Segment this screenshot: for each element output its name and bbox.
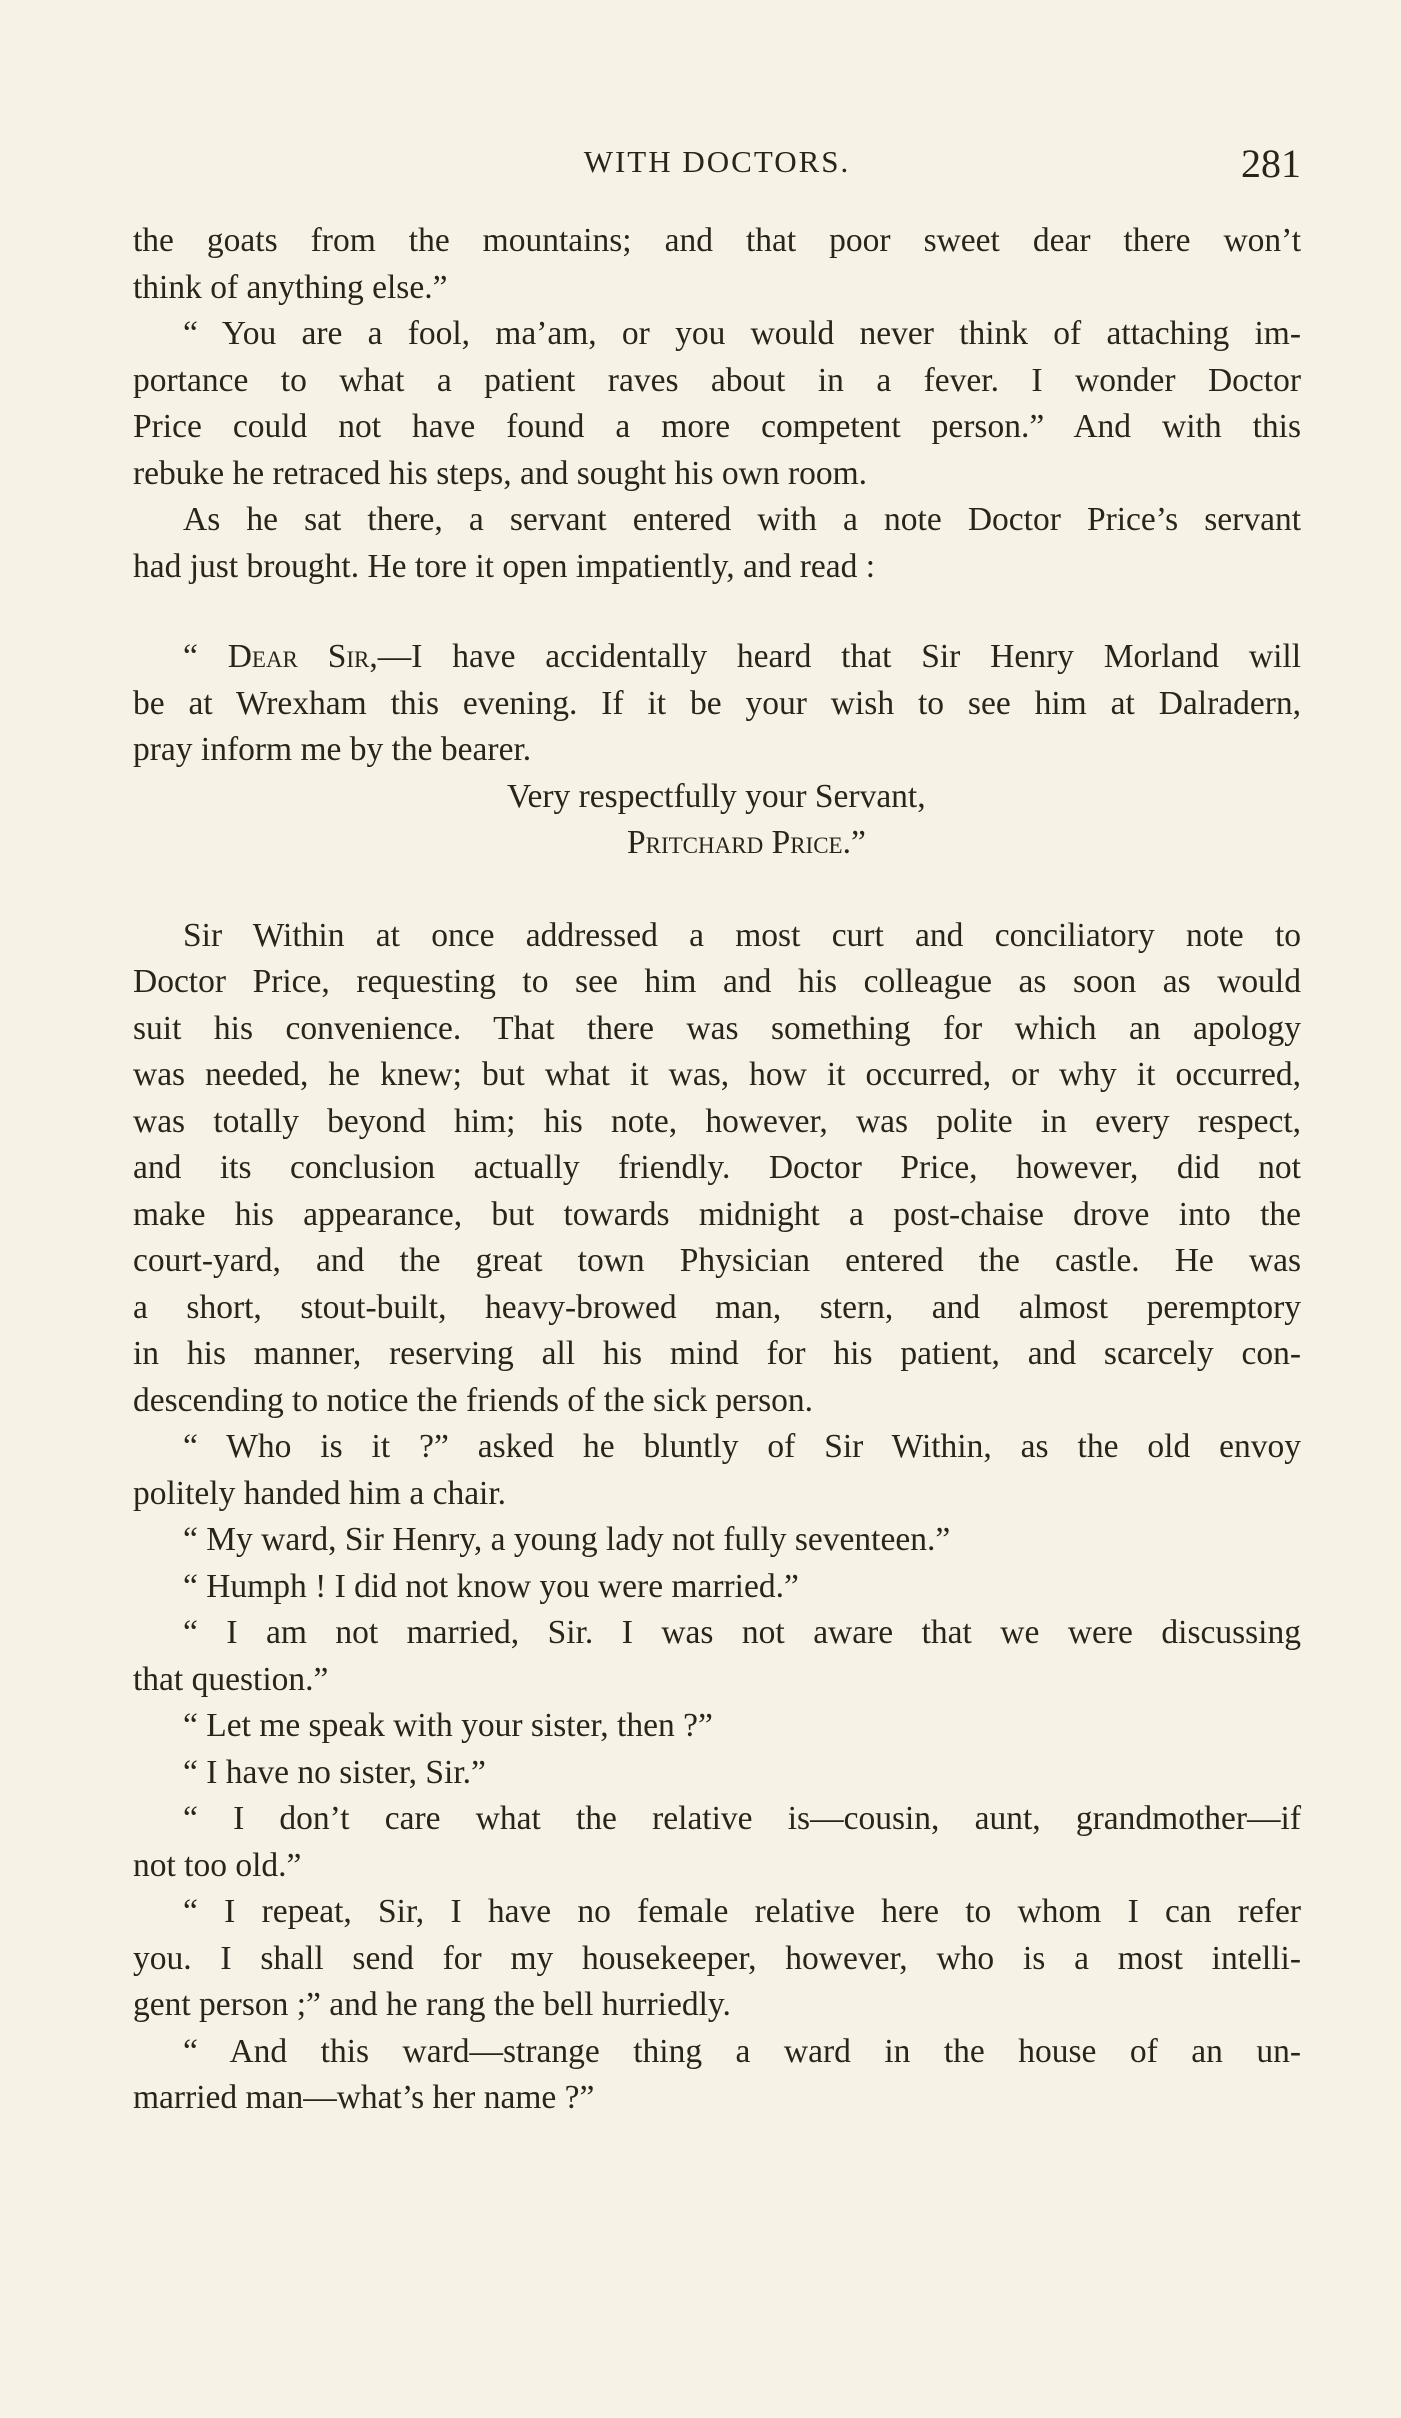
text-line: court-yard, and the great town Physician entered the castle. He was	[133, 1242, 1301, 1279]
text-line: not too old.”	[133, 1846, 302, 1884]
text-line: in his manner, reserving all his mind for his patient, and scarcely con-	[133, 1335, 1301, 1372]
text-line: had just brought. He tore it open impatiently, and read :	[133, 547, 876, 585]
text-line: a short, stout-built, heavy-browed man, stern, and almost peremptory	[133, 1288, 1301, 1326]
text-line: think of anything else.”	[133, 268, 448, 306]
letter-salutation: Dear Sir,	[227, 638, 378, 675]
letter-open-quote: “	[183, 638, 228, 675]
text-line: “ You are a fool, ma’am, or you would never think of attaching im-	[183, 315, 1301, 352]
text-line: the goats from the mountains; and that poor sweet dear there won’t	[133, 222, 1301, 259]
text-line: you. I shall send for my housekeeper, however, who is a most intelli-	[133, 1939, 1301, 1977]
letter-close-quote: ”	[850, 824, 866, 861]
letter-signature: Pritchard Price.	[627, 824, 851, 861]
text-line: gent person ;” and he rang the bell hurriedly.	[133, 1986, 731, 2023]
text-line: “ I repeat, Sir, I have no female relative here to whom I can refer	[183, 1893, 1301, 1930]
text-line: “ And this ward—strange thing a ward in the house of an un-	[183, 2032, 1301, 2070]
letter	[133, 634, 1301, 867]
letter-signature-line	[133, 820, 1301, 867]
spacer	[133, 590, 1301, 634]
running-head: WITH DOCTORS.	[583, 144, 851, 179]
text-line: As he sat there, a servant entered with a note Doctor Price’s servant	[183, 501, 1301, 538]
text-line: Sir Within at once addressed a most curt and conciliatory note to	[183, 916, 1301, 954]
text-line: portance to what a patient raves about in a fever. I wonder Doctor	[133, 361, 1301, 399]
text-line: “ Let me speak with your sister, then ?”	[183, 1707, 713, 1744]
text-line: Price could not have found a more competent person.” And with this	[133, 408, 1301, 445]
text-line: “ I have no sister, Sir.”	[183, 1753, 486, 1791]
letter-line	[133, 634, 1301, 681]
text-line: Doctor Price, requesting to see him and his colleague as soon as would	[133, 963, 1301, 1000]
text-line: married man—what’s her name ?”	[133, 2079, 595, 2116]
text-line: “ Humph ! I did not know you were married.”	[183, 1567, 799, 1605]
text-line: and its conclusion actually friendly. Doctor Price, however, did not	[133, 1149, 1301, 1186]
text-line: “ My ward, Sir Henry, a young lady not fully seventeen.”	[183, 1521, 951, 1558]
text-line: that question.”	[133, 1660, 329, 1698]
letter-line: be at Wrexham this evening. If it be your wish to see him at Dalradern,	[133, 684, 1301, 722]
text-line: “ Who is it ?” asked he bluntly of Sir Within, as the old envoy	[183, 1428, 1301, 1465]
spacer	[133, 867, 1301, 913]
letter-closing: Very respectfully your Servant,	[507, 777, 926, 815]
text-line: politely handed him a chair.	[133, 1474, 507, 1512]
text-line: rebuke he retraced his steps, and sought his own room.	[133, 454, 868, 492]
text-line: “ I don’t care what the relative is—cousin, aunt, grandmother—if	[183, 1800, 1301, 1837]
page-number: 281	[1241, 141, 1301, 186]
text-line: was totally beyond him; his note, however, was polite in every respect,	[133, 1102, 1301, 1140]
text-line: descending to notice the friends of the sick person.	[133, 1381, 814, 1419]
page-header	[133, 140, 1301, 190]
text-line: was needed, he knew; but what it was, how it occurred, or why it occurred,	[133, 1056, 1301, 1093]
text-line: suit his convenience. That there was something for which an apology	[133, 1009, 1301, 1047]
letter-text: —I have accidentally heard that Sir Henry Morland will	[377, 638, 1301, 675]
body-text	[133, 218, 1301, 2122]
text-line: “ I am not married, Sir. I was not aware that we were discussing	[183, 1614, 1301, 1651]
letter-line: pray inform me by the bearer.	[133, 731, 532, 768]
text-line: make his appearance, but towards midnight a post-chaise drove into the	[133, 1195, 1301, 1233]
